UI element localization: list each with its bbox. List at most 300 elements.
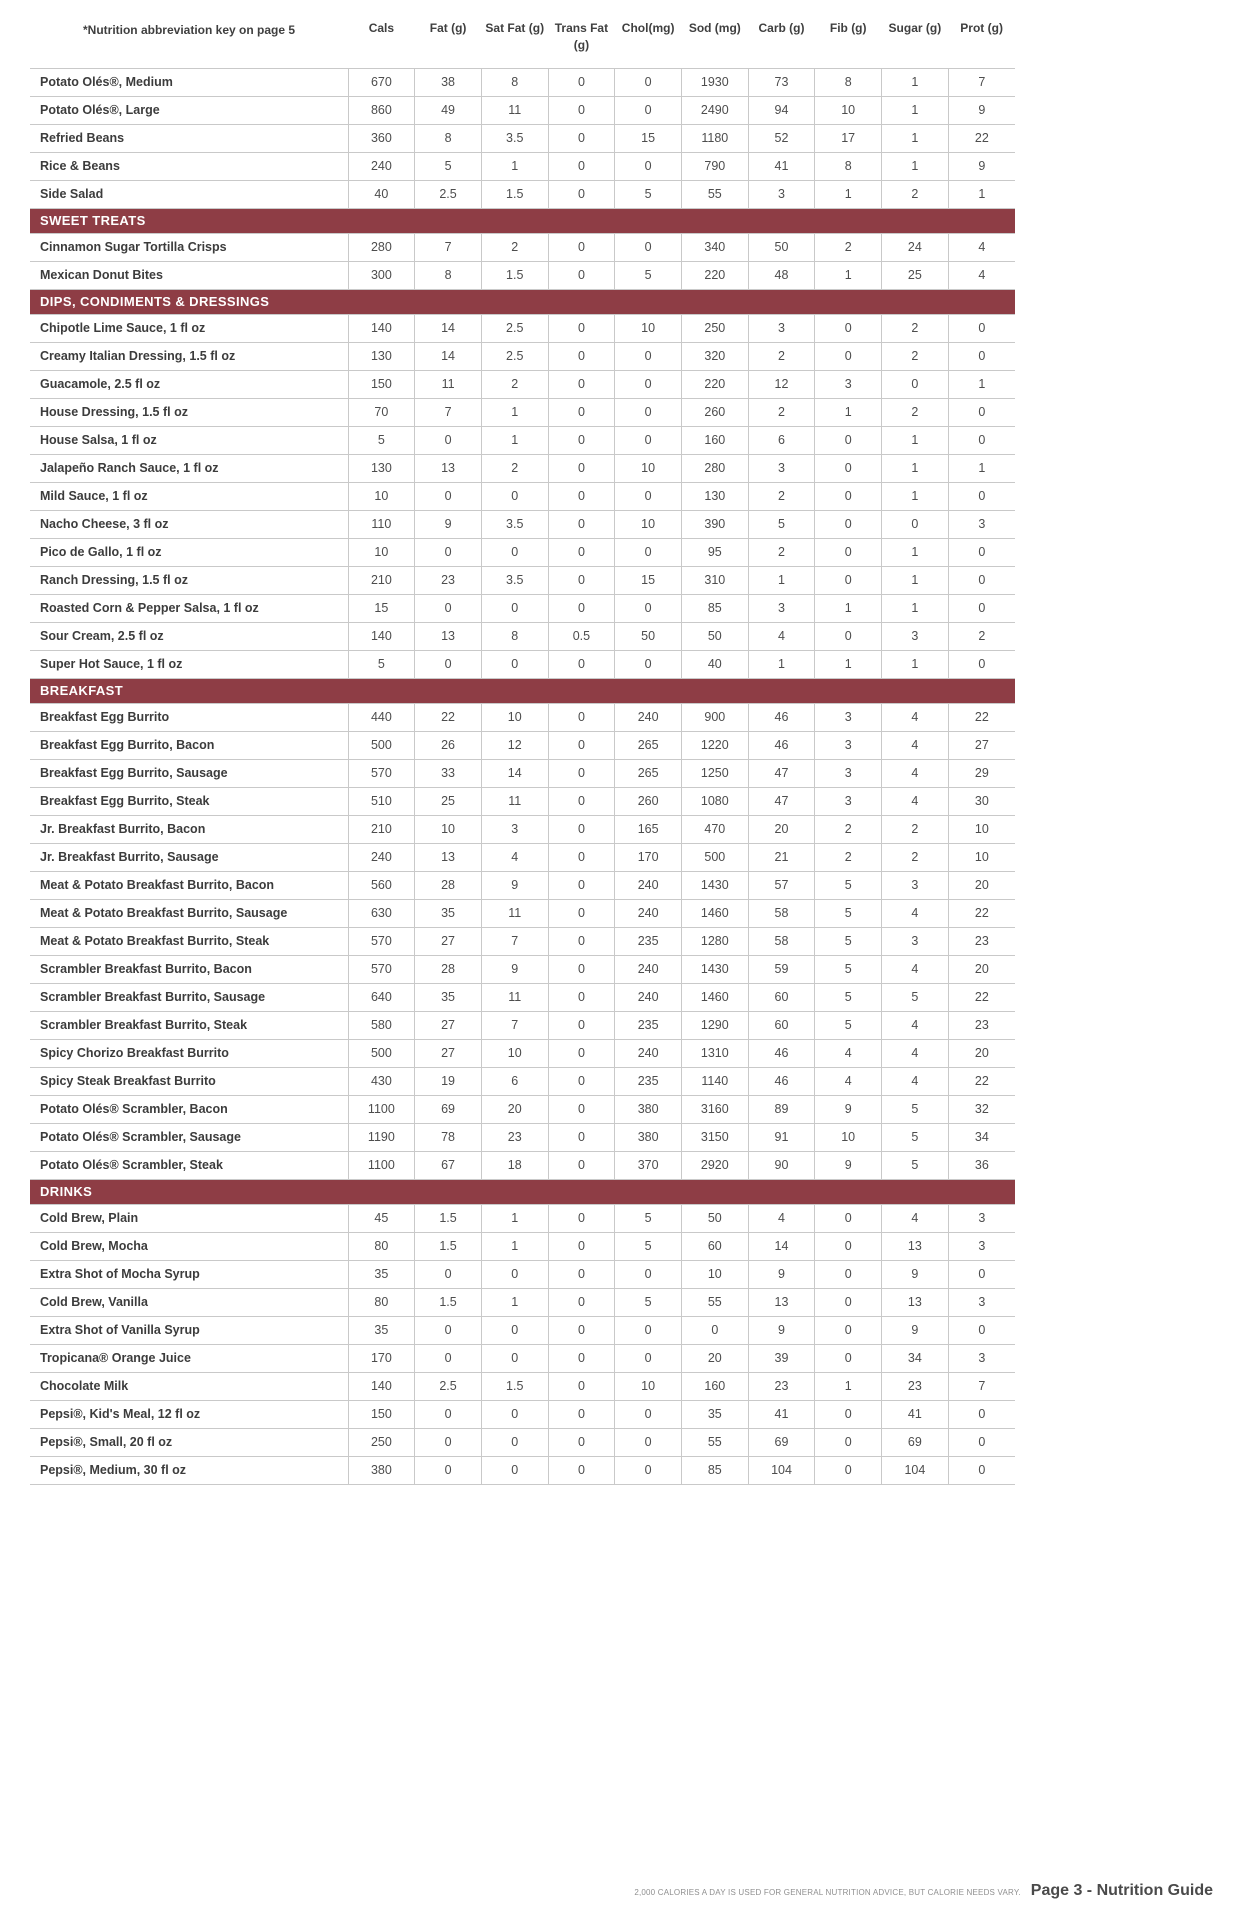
table-row	[30, 759, 1015, 787]
value-cell: 0	[415, 1316, 482, 1344]
value-cell: 0	[548, 650, 615, 678]
table-row	[30, 124, 1015, 152]
value-cell: 8	[415, 261, 482, 289]
section-header-row	[30, 678, 1015, 703]
value-cell: 220	[681, 261, 748, 289]
table-header	[30, 12, 1015, 68]
table-row	[30, 871, 1015, 899]
value-cell: 3	[815, 759, 882, 787]
value-cell: 1100	[348, 1095, 415, 1123]
item-name-cell: Cold Brew, Mocha	[30, 1232, 348, 1260]
value-cell: 0	[481, 650, 548, 678]
value-cell: 1	[948, 180, 1015, 208]
value-cell: 10	[815, 96, 882, 124]
value-cell: 23	[948, 927, 1015, 955]
value-cell: 2.5	[415, 1372, 482, 1400]
value-cell: 85	[681, 594, 748, 622]
value-cell: 0	[615, 1344, 682, 1372]
value-cell: 240	[615, 899, 682, 927]
value-cell: 13	[882, 1232, 949, 1260]
value-cell: 13	[748, 1288, 815, 1316]
value-cell: 1460	[681, 899, 748, 927]
item-name-cell: Nacho Cheese, 3 fl oz	[30, 510, 348, 538]
value-cell: 22	[948, 899, 1015, 927]
footer-page-label: Page 3 - Nutrition Guide	[1030, 1882, 1213, 1899]
value-cell: 1	[882, 96, 949, 124]
header-row	[30, 12, 1015, 68]
value-cell: 1100	[348, 1151, 415, 1179]
section-title: SWEET TREATS	[30, 208, 1015, 233]
value-cell: 7	[415, 398, 482, 426]
value-cell: 1	[882, 124, 949, 152]
value-cell: 1	[815, 650, 882, 678]
value-cell: 0	[548, 1204, 615, 1232]
value-cell: 2	[481, 233, 548, 261]
value-cell: 35	[348, 1316, 415, 1344]
value-cell: 4	[882, 899, 949, 927]
value-cell: 280	[681, 454, 748, 482]
value-cell: 0	[948, 482, 1015, 510]
value-cell: 8	[481, 68, 548, 96]
value-cell: 1220	[681, 731, 748, 759]
value-cell: 670	[348, 68, 415, 96]
value-cell: 60	[748, 983, 815, 1011]
column-header: Fib (g)	[829, 21, 867, 35]
value-cell: 240	[615, 703, 682, 731]
value-cell: 1080	[681, 787, 748, 815]
value-cell: 0	[615, 398, 682, 426]
value-cell: 0	[548, 1095, 615, 1123]
value-cell: 0	[815, 1204, 882, 1232]
value-cell: 46	[748, 703, 815, 731]
value-cell: 23	[415, 566, 482, 594]
value-cell: 510	[348, 787, 415, 815]
table-row	[30, 261, 1015, 289]
value-cell: 240	[615, 983, 682, 1011]
table-row	[30, 1456, 1015, 1484]
value-cell: 5	[615, 1288, 682, 1316]
value-cell: 5	[815, 927, 882, 955]
value-cell: 2	[882, 342, 949, 370]
value-cell: 0	[815, 566, 882, 594]
value-cell: 34	[882, 1344, 949, 1372]
value-cell: 0	[815, 342, 882, 370]
table-row	[30, 398, 1015, 426]
value-cell: 3	[748, 180, 815, 208]
value-cell: 1.5	[415, 1232, 482, 1260]
column-header: Sugar (g)	[888, 21, 942, 35]
value-cell: 0	[548, 233, 615, 261]
table-row	[30, 1151, 1015, 1179]
value-cell: 0	[815, 622, 882, 650]
value-cell: 14	[415, 314, 482, 342]
item-name-cell: Roasted Corn & Pepper Salsa, 1 fl oz	[30, 594, 348, 622]
value-cell: 0	[548, 1039, 615, 1067]
value-cell: 7	[948, 1372, 1015, 1400]
table-row	[30, 1123, 1015, 1151]
value-cell: 210	[348, 815, 415, 843]
table-row	[30, 1344, 1015, 1372]
value-cell: 1	[748, 566, 815, 594]
value-cell: 4	[882, 1204, 949, 1232]
value-cell: 94	[748, 96, 815, 124]
value-cell: 0	[548, 1344, 615, 1372]
value-cell: 0	[481, 594, 548, 622]
value-cell: 0	[815, 1288, 882, 1316]
value-cell: 470	[681, 815, 748, 843]
value-cell: 35	[415, 983, 482, 1011]
value-cell: 7	[415, 233, 482, 261]
table-row	[30, 454, 1015, 482]
value-cell: 70	[348, 398, 415, 426]
value-cell: 10	[681, 1260, 748, 1288]
value-cell: 12	[481, 731, 548, 759]
value-cell: 27	[948, 731, 1015, 759]
value-cell: 165	[615, 815, 682, 843]
value-cell: 160	[681, 426, 748, 454]
value-cell: 260	[681, 398, 748, 426]
value-cell: 13	[415, 622, 482, 650]
value-cell: 25	[415, 787, 482, 815]
table-row	[30, 1316, 1015, 1344]
value-cell: 11	[481, 983, 548, 1011]
value-cell: 0	[415, 1400, 482, 1428]
value-cell: 0	[481, 1428, 548, 1456]
value-cell: 0	[548, 899, 615, 927]
value-cell: 0	[481, 482, 548, 510]
value-cell: 1140	[681, 1067, 748, 1095]
value-cell: 0	[948, 1260, 1015, 1288]
value-cell: 630	[348, 899, 415, 927]
value-cell: 3160	[681, 1095, 748, 1123]
value-cell: 0	[948, 1428, 1015, 1456]
value-cell: 0	[548, 1123, 615, 1151]
value-cell: 500	[681, 843, 748, 871]
value-cell: 39	[748, 1344, 815, 1372]
section-header-row	[30, 208, 1015, 233]
value-cell: 1.5	[415, 1288, 482, 1316]
item-name-cell: Pepsi®, Medium, 30 fl oz	[30, 1456, 348, 1484]
value-cell: 570	[348, 759, 415, 787]
value-cell: 8	[481, 622, 548, 650]
value-cell: 5	[615, 261, 682, 289]
table-row	[30, 843, 1015, 871]
nutrition-table	[30, 12, 1015, 1485]
value-cell: 69	[748, 1428, 815, 1456]
value-cell: 2	[748, 398, 815, 426]
value-cell: 240	[348, 843, 415, 871]
value-cell: 140	[348, 622, 415, 650]
value-cell: 10	[948, 815, 1015, 843]
value-cell: 390	[681, 510, 748, 538]
value-cell: 0	[882, 370, 949, 398]
value-cell: 130	[348, 454, 415, 482]
item-name-cell: Scrambler Breakfast Burrito, Steak	[30, 1011, 348, 1039]
value-cell: 5	[882, 1123, 949, 1151]
value-cell: 20	[681, 1344, 748, 1372]
value-cell: 28	[415, 955, 482, 983]
value-cell: 1	[481, 398, 548, 426]
value-cell: 0	[481, 1344, 548, 1372]
value-cell: 235	[615, 927, 682, 955]
value-cell: 0	[548, 787, 615, 815]
value-cell: 580	[348, 1011, 415, 1039]
value-cell: 4	[882, 787, 949, 815]
item-name-cell: Extra Shot of Vanilla Syrup	[30, 1316, 348, 1344]
value-cell: 1	[882, 538, 949, 566]
value-cell: 80	[348, 1288, 415, 1316]
value-cell: 9	[882, 1316, 949, 1344]
value-cell: 1	[948, 454, 1015, 482]
value-cell: 7	[948, 68, 1015, 96]
value-cell: 1180	[681, 124, 748, 152]
value-cell: 900	[681, 703, 748, 731]
value-cell: 1	[882, 426, 949, 454]
table-row	[30, 1204, 1015, 1232]
value-cell: 0	[548, 426, 615, 454]
column-header: Cals	[368, 21, 395, 35]
value-cell: 73	[748, 68, 815, 96]
value-cell: 1	[481, 152, 548, 180]
value-cell: 22	[415, 703, 482, 731]
value-cell: 0	[948, 342, 1015, 370]
value-cell: 10	[481, 703, 548, 731]
value-cell: 1	[815, 1372, 882, 1400]
value-cell: 360	[348, 124, 415, 152]
value-cell: 1	[815, 594, 882, 622]
value-cell: 13	[415, 454, 482, 482]
value-cell: 5	[815, 1011, 882, 1039]
value-cell: 9	[748, 1260, 815, 1288]
value-cell: 0	[548, 96, 615, 124]
value-cell: 5	[348, 426, 415, 454]
value-cell: 4	[882, 703, 949, 731]
value-cell: 1	[815, 180, 882, 208]
value-cell: 0	[948, 538, 1015, 566]
value-cell: 3.5	[481, 566, 548, 594]
value-cell: 0	[548, 983, 615, 1011]
table-row	[30, 1067, 1015, 1095]
value-cell: 0	[815, 510, 882, 538]
value-cell: 0	[548, 180, 615, 208]
table-row	[30, 314, 1015, 342]
value-cell: 110	[348, 510, 415, 538]
value-cell: 5	[815, 983, 882, 1011]
value-cell: 1430	[681, 955, 748, 983]
value-cell: 0	[548, 1428, 615, 1456]
value-cell: 310	[681, 566, 748, 594]
value-cell: 5	[815, 955, 882, 983]
value-cell: 1	[481, 1204, 548, 1232]
value-cell: 2	[882, 815, 949, 843]
value-cell: 5	[882, 983, 949, 1011]
value-cell: 140	[348, 1372, 415, 1400]
value-cell: 2490	[681, 96, 748, 124]
table-row	[30, 510, 1015, 538]
value-cell: 4	[815, 1039, 882, 1067]
value-cell: 2	[882, 843, 949, 871]
value-cell: 0	[548, 314, 615, 342]
value-cell: 0	[548, 703, 615, 731]
table-row	[30, 370, 1015, 398]
value-cell: 1280	[681, 927, 748, 955]
value-cell: 24	[882, 233, 949, 261]
table-row	[30, 1039, 1015, 1067]
value-cell: 85	[681, 1456, 748, 1484]
value-cell: 35	[681, 1400, 748, 1428]
table-row	[30, 342, 1015, 370]
value-cell: 19	[415, 1067, 482, 1095]
value-cell: 52	[748, 124, 815, 152]
item-name-cell: Creamy Italian Dressing, 1.5 fl oz	[30, 342, 348, 370]
value-cell: 0	[615, 233, 682, 261]
value-cell: 18	[481, 1151, 548, 1179]
value-cell: 235	[615, 1011, 682, 1039]
value-cell: 10	[615, 1372, 682, 1400]
value-cell: 1	[882, 650, 949, 678]
value-cell: 1190	[348, 1123, 415, 1151]
item-name-cell: Tropicana® Orange Juice	[30, 1344, 348, 1372]
table-row	[30, 1372, 1015, 1400]
value-cell: 4	[882, 955, 949, 983]
value-cell: 9	[948, 96, 1015, 124]
value-cell: 104	[882, 1456, 949, 1484]
value-cell: 3	[815, 703, 882, 731]
value-cell: 0	[548, 759, 615, 787]
value-cell: 1	[882, 152, 949, 180]
value-cell: 570	[348, 955, 415, 983]
value-cell: 3	[948, 1204, 1015, 1232]
value-cell: 0	[615, 482, 682, 510]
value-cell: 3	[748, 454, 815, 482]
table-row	[30, 566, 1015, 594]
item-name-cell: Breakfast Egg Burrito, Sausage	[30, 759, 348, 787]
value-cell: 13	[882, 1288, 949, 1316]
value-cell: 0	[481, 1260, 548, 1288]
value-cell: 0	[948, 566, 1015, 594]
value-cell: 1	[481, 1232, 548, 1260]
value-cell: 15	[348, 594, 415, 622]
value-cell: 0	[548, 871, 615, 899]
value-cell: 3	[948, 1344, 1015, 1372]
value-cell: 5	[415, 152, 482, 180]
value-cell: 91	[748, 1123, 815, 1151]
value-cell: 30	[948, 787, 1015, 815]
table-row	[30, 96, 1015, 124]
value-cell: 640	[348, 983, 415, 1011]
value-cell: 0	[548, 594, 615, 622]
value-cell: 3	[815, 370, 882, 398]
value-cell: 41	[882, 1400, 949, 1428]
value-cell: 0	[548, 261, 615, 289]
value-cell: 10	[815, 1123, 882, 1151]
value-cell: 240	[615, 955, 682, 983]
value-cell: 0	[548, 342, 615, 370]
table-row	[30, 927, 1015, 955]
value-cell: 3	[882, 622, 949, 650]
value-cell: 2	[948, 622, 1015, 650]
value-cell: 45	[348, 1204, 415, 1232]
item-name-cell: Potato Olés®, Large	[30, 96, 348, 124]
value-cell: 0	[948, 314, 1015, 342]
value-cell: 1	[815, 261, 882, 289]
value-cell: 27	[415, 927, 482, 955]
value-cell: 0	[415, 538, 482, 566]
value-cell: 11	[481, 899, 548, 927]
value-cell: 0	[481, 1316, 548, 1344]
value-cell: 8	[415, 124, 482, 152]
value-cell: 2	[481, 454, 548, 482]
item-name-cell: Meat & Potato Breakfast Burrito, Steak	[30, 927, 348, 955]
value-cell: 41	[748, 152, 815, 180]
value-cell: 9	[815, 1095, 882, 1123]
value-cell: 1.5	[415, 1204, 482, 1232]
value-cell: 1310	[681, 1039, 748, 1067]
value-cell: 9	[415, 510, 482, 538]
value-cell: 0	[615, 1260, 682, 1288]
value-cell: 0	[815, 1344, 882, 1372]
value-cell: 20	[748, 815, 815, 843]
value-cell: 560	[348, 871, 415, 899]
value-cell: 58	[748, 899, 815, 927]
value-cell: 23	[748, 1372, 815, 1400]
value-cell: 4	[748, 1204, 815, 1232]
value-cell: 0	[548, 927, 615, 955]
value-cell: 5	[615, 1204, 682, 1232]
item-name-cell: Scrambler Breakfast Burrito, Bacon	[30, 955, 348, 983]
value-cell: 11	[481, 96, 548, 124]
value-cell: 20	[948, 871, 1015, 899]
table-row	[30, 482, 1015, 510]
value-cell: 20	[948, 1039, 1015, 1067]
table-row	[30, 1095, 1015, 1123]
value-cell: 20	[481, 1095, 548, 1123]
value-cell: 7	[481, 927, 548, 955]
value-cell: 3150	[681, 1123, 748, 1151]
value-cell: 0	[815, 1456, 882, 1484]
value-cell: 3	[948, 1288, 1015, 1316]
value-cell: 1	[882, 594, 949, 622]
value-cell: 0	[548, 815, 615, 843]
value-cell: 790	[681, 152, 748, 180]
table-row	[30, 594, 1015, 622]
value-cell: 0	[415, 1344, 482, 1372]
value-cell: 2	[815, 815, 882, 843]
item-name-cell: Meat & Potato Breakfast Burrito, Bacon	[30, 871, 348, 899]
value-cell: 15	[615, 566, 682, 594]
value-cell: 2	[815, 233, 882, 261]
value-cell: 0	[415, 1260, 482, 1288]
table-row	[30, 233, 1015, 261]
table-row	[30, 68, 1015, 96]
value-cell: 0	[615, 152, 682, 180]
value-cell: 0	[615, 426, 682, 454]
value-cell: 10	[415, 815, 482, 843]
value-cell: 23	[481, 1123, 548, 1151]
value-cell: 34	[948, 1123, 1015, 1151]
value-cell: 1.5	[481, 180, 548, 208]
value-cell: 3	[748, 314, 815, 342]
item-name-cell: Scrambler Breakfast Burrito, Sausage	[30, 983, 348, 1011]
value-cell: 5	[882, 1151, 949, 1179]
value-cell: 0	[415, 482, 482, 510]
header-note: *Nutrition abbreviation key on page 5	[82, 23, 296, 37]
value-cell: 0	[615, 1400, 682, 1428]
item-name-cell: Side Salad	[30, 180, 348, 208]
value-cell: 1930	[681, 68, 748, 96]
footer-disclaimer: 2,000 CALORIES A DAY IS USED FOR GENERAL NUTRITION ADVICE, BUT CALORIE NEEDS VARY.	[634, 1888, 1021, 1897]
value-cell: 150	[348, 370, 415, 398]
